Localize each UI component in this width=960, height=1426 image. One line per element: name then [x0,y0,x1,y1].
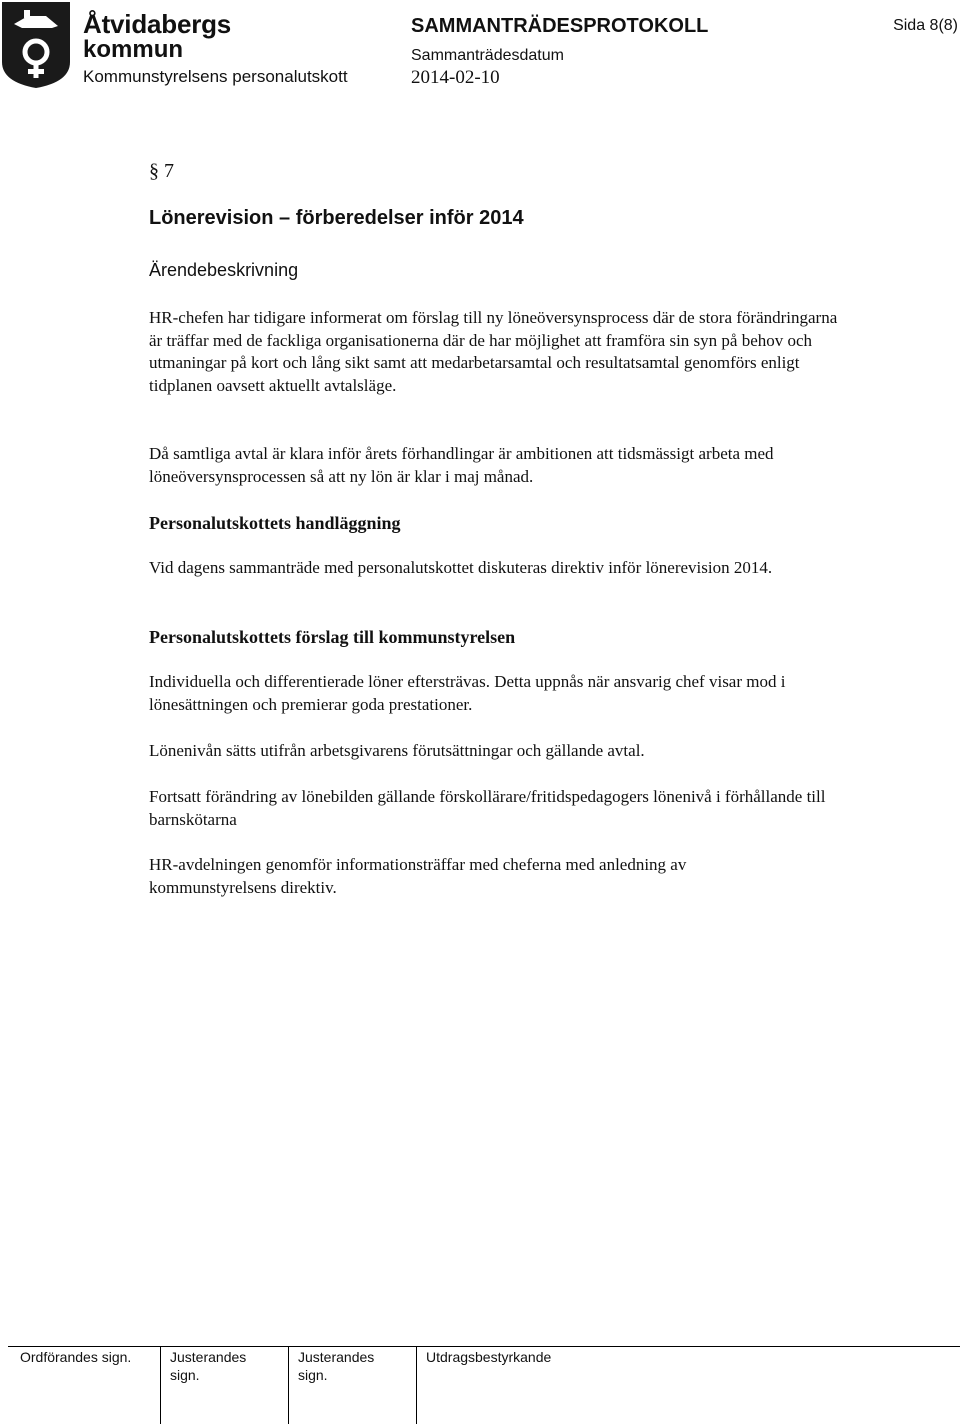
meeting-date: 2014-02-10 [411,67,500,88]
section-title: Lönerevision – förberedelser inför 2014 [149,207,524,229]
adjuster2-sign-label: sign. [298,1367,328,1383]
chair-signature-label: Ordförandes sign. [20,1349,132,1365]
chair-signature-box [20,1346,131,1426]
adjuster1-signature-box [170,1346,246,1426]
description-paragraph: Då samtliga avtal är klara inför årets förhandlingar är ambitionen att tidsmässigt arbeta med löneöversynsprocessen så att ny lön är klar i maj månad. [149,444,774,486]
proposal-heading: Personalutskottets förslag till kommunstyrelsen [149,627,516,647]
extract-certification-label: Utdragsbestyrkande [426,1349,552,1365]
handling-heading: Personalutskottets handläggning [149,513,401,533]
proposal-paragraph: HR-avdelningen genomför informationsträffar med cheferna med anledning av kommunstyrelsens direktiv. [149,855,687,897]
handling-paragraph: Vid dagens sammanträde med personalutskottet diskuteras direktiv inför lönerevision 2014. [149,558,773,577]
department-name: Kommunstyrelsens personalutskott [83,67,348,86]
meeting-date-label: Sammanträdesdatum [411,47,564,64]
adjuster1-label: Justerandes [170,1349,247,1365]
footer-column-divider [416,1346,417,1424]
org-name-line2: kommun [83,36,184,63]
description-heading: Ärendebeskrivning [149,260,299,280]
description-paragraph: HR-chefen har tidigare informerat om förslag till ny löneöversynsprocess där de stora förändringarna är träffar med de fackliga organisationerna där de har möjlighet att framföra sin syn på behov och utmaningar på kort och lång sikt samt att medarbetarsamtal och resultatsamtal genomförs enligt tidplanen oavsett aktuellt avtalsläge. [149,308,838,395]
proposal-paragraph: Individuella och differentierade löner eftersträvas. Detta uppnås när ansvarig chef visar mod i lönesättningen och premierar goda prestationer. [149,672,786,714]
document-type: SAMMANTRÄDESPROTOKOLL [411,15,709,37]
extract-certification-box [426,1346,551,1426]
proposal-paragraph: Lönenivån sätts utifrån arbetsgivarens förutsättningar och gällande avtal. [149,741,645,760]
adjuster2-signature-box [298,1346,374,1426]
adjuster1-sign-label: sign. [170,1367,200,1383]
footer-column-divider [160,1346,161,1424]
org-name-line1: Åtvidabergs [83,9,232,39]
proposal-paragraph: Fortsatt förändring av lönebilden gällande förskollärare/fritidspedagogers lönenivå i förhållande till barnskötarna [149,787,826,829]
adjuster2-label: Justerandes [298,1349,375,1365]
municipality-coat-of-arms-logo [0,0,72,90]
page-number: Sida 8(8) [893,17,958,34]
section-number: § 7 [149,160,174,182]
footer-column-divider [288,1346,289,1424]
